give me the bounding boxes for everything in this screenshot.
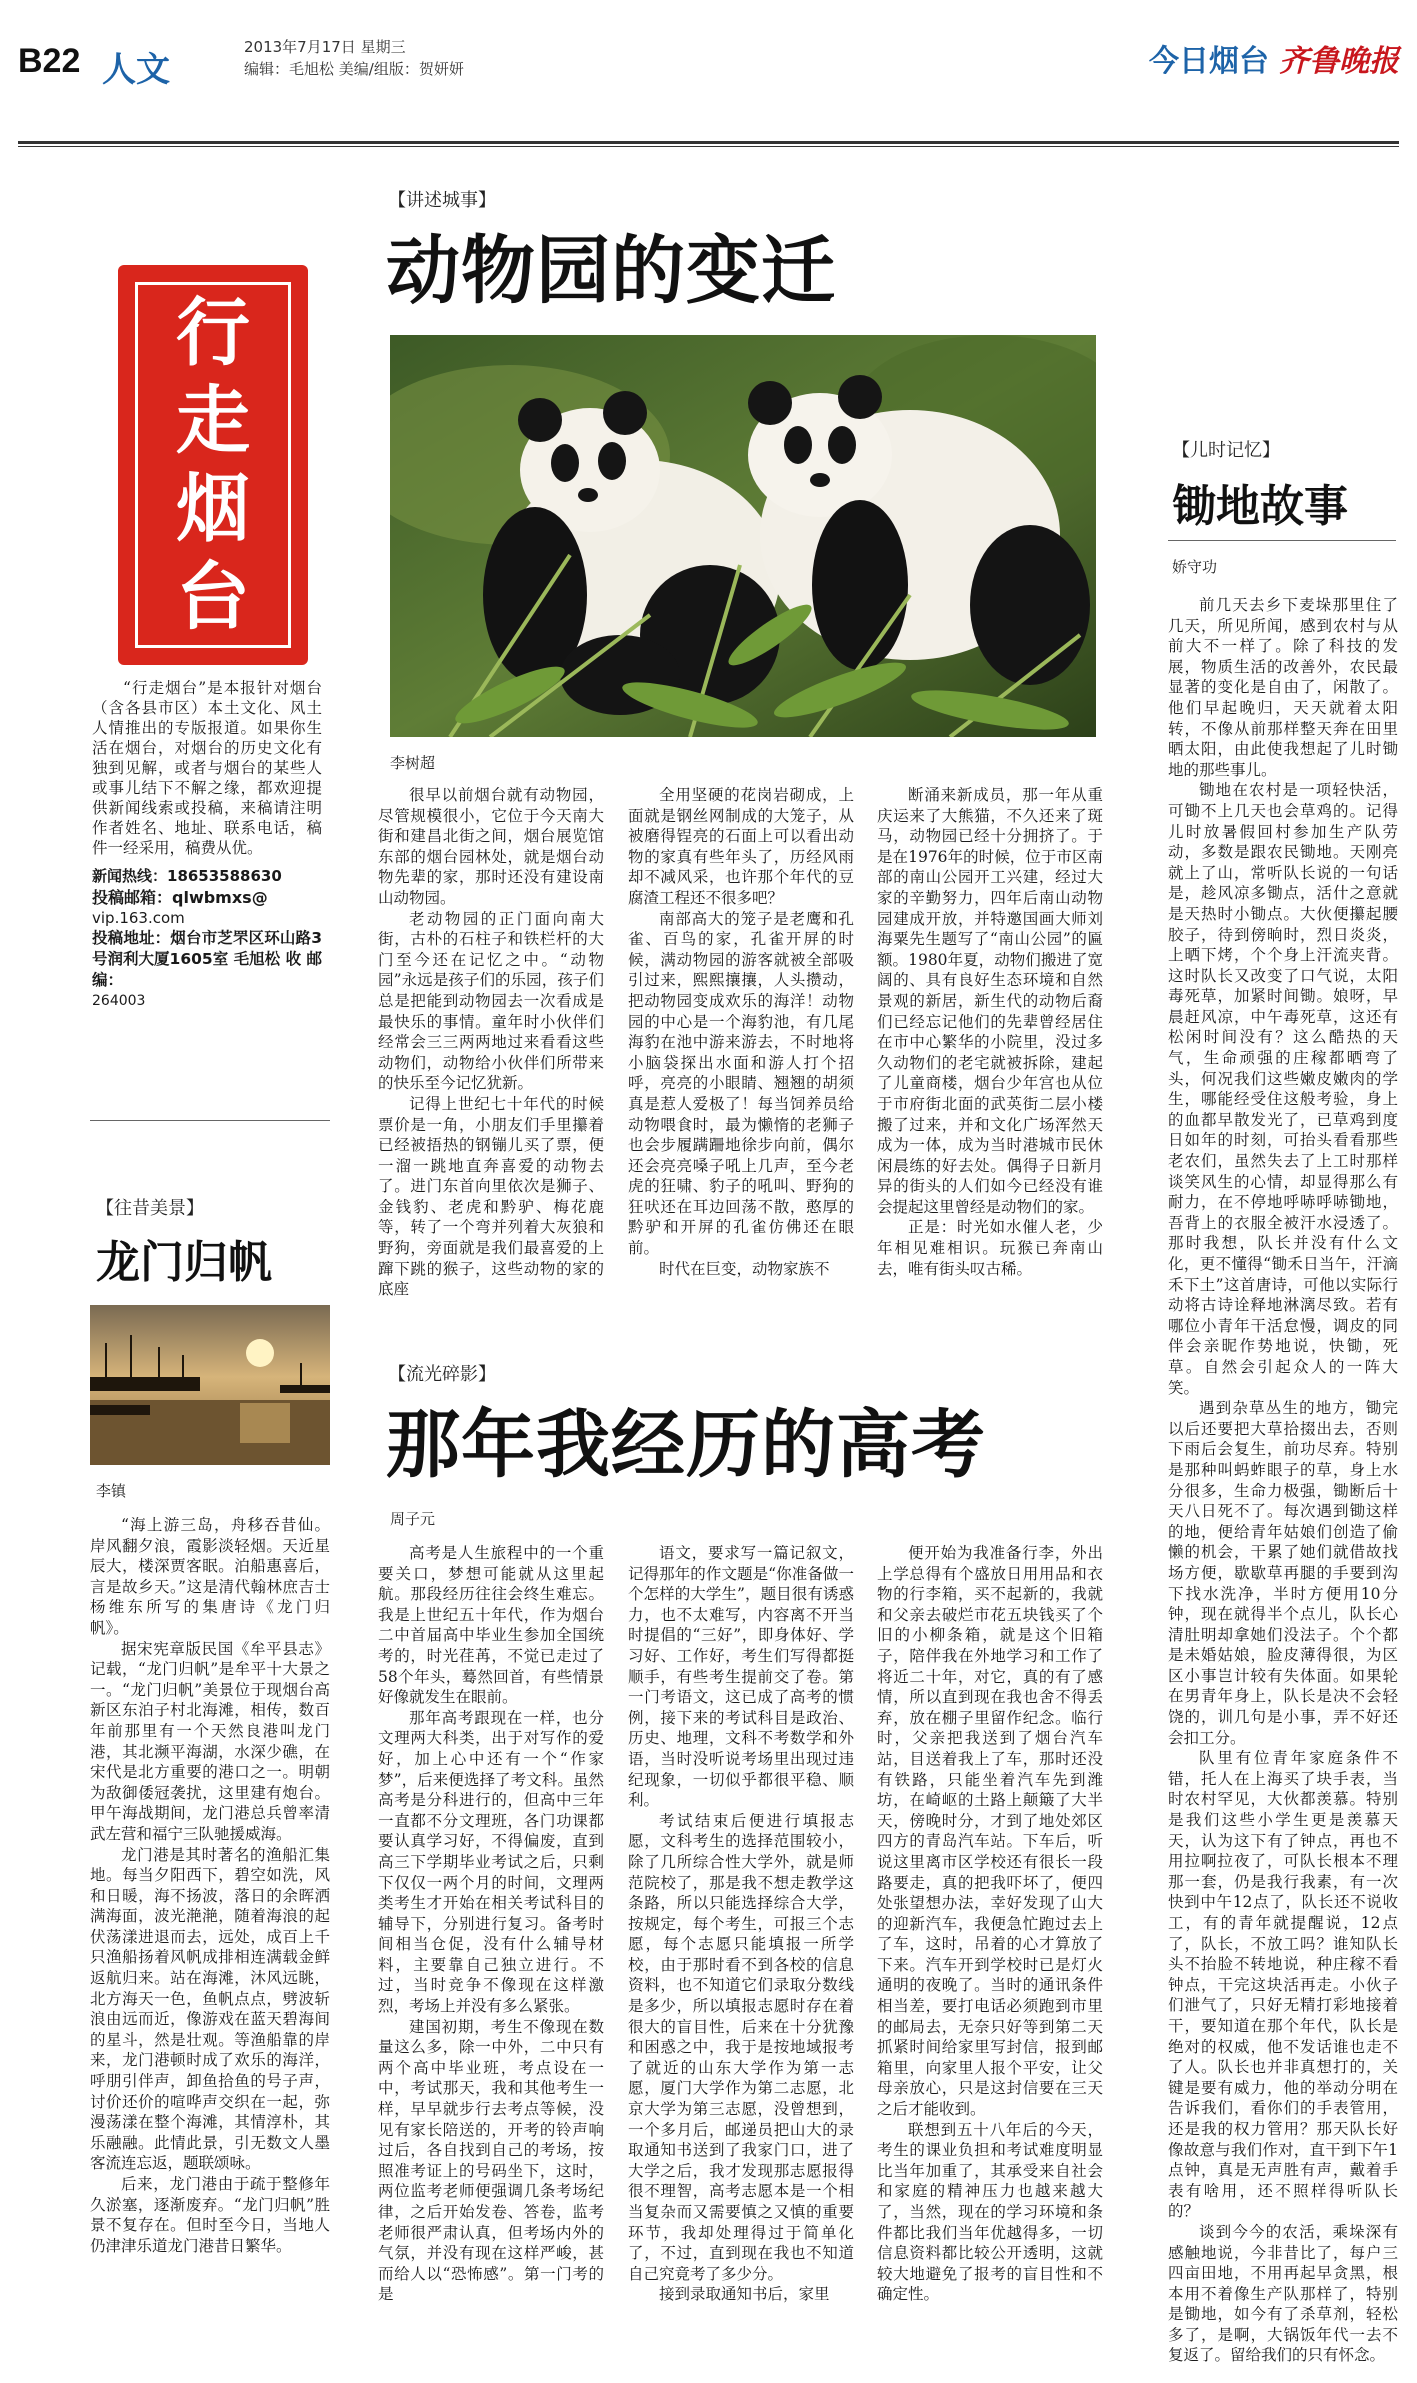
panda-illustration bbox=[390, 335, 1096, 737]
zoo-column-3 bbox=[877, 785, 1103, 1355]
exam-paragraph: 建国初期，考生不像现在数量这么多，除一中外，二中只有两个高中毕业班，考点设在一中，考试那天，我和其他考生一样，早早就步行去考点等候，没见有家长陪送的，开考的铃声响过后，各自找到自己的考场，按照准考证上的号码坐下，这时，两位监考老师便强调几条考场纪律，之后开始发卷、答卷，监考老师很严肃认真，但考场内外的气氛，并没有现在这样严峻，甚而给人以“恐怖感”。第一门考的是 bbox=[378, 2017, 604, 2304]
zoo-column-2 bbox=[628, 785, 854, 1355]
column-intro bbox=[92, 678, 322, 1011]
gate-paragraph: 据宋宪章版民国《牟平县志》记载，“龙门归帆”是牟平十大景之一。“龙门归帆”美景位于现烟台高新区东泊子村北海滩，相传，数百年前那里有一个天然良港叫龙门港，其北濒平海湖，水深少礁，在宋代是北方重要的港口之一。明朝为敌御倭冠袭扰，这里建有炮台。甲午海战期间，龙门港总兵曾率清武左营和福宁三队驰援威海。 bbox=[90, 1639, 330, 1843]
zoo-paragraph: 全用坚硬的花岗岩砌成，上面就是钢丝网制成的大笼子，从被磨得锃亮的石面上可以看出动物的家真有些年头了，历经风雨却不减风采，也许那个年代的豆腐渣工程还不很多吧？ bbox=[628, 786, 854, 907]
zoo-paragraph: 很早以前烟台就有动物园，尽管规模很小，它位于今天南大街和建昌北街之间，烟台展览馆东部的烟台园林处，就是烟台动物先辈的家，那时还没有建设南山动物园。 bbox=[378, 786, 604, 907]
exam-paragraph: 那年高考跟现在一样，也分文理两大科类，出于对写作的爱好，加上心中还有一个“作家梦”，后来便选择了考文科。虽然高考是分科进行的，但高中三年一直都不分文理班，各门功课都要认真学习好，不得偏废，直到高三下学期毕业考试之后，只剩下仅仅一两个月的时间，文理两类考生才开始在相关考试科目的辅导下，分别进行复习。备考时间相当仓促，没有什么辅导材料，主要靠自己独立进行。不过，当时竞争不像现在这样激烈，考场上并没有多么紧张。 bbox=[378, 1708, 604, 2016]
submission-email-domain: vip.163.com bbox=[92, 909, 185, 927]
zoo-paragraph: 时代在巨变，动物家族不 bbox=[659, 1259, 830, 1278]
hoe-column bbox=[1168, 595, 1398, 2370]
hoe-tag: 【儿时记忆】 bbox=[1172, 440, 1280, 461]
brand-qilu-wanbao: 齐鲁晚报 bbox=[1279, 44, 1399, 79]
panda-photo bbox=[390, 335, 1096, 737]
editor-credits: 编辑：毛旭松 美编/组版：贺妍妍 bbox=[244, 60, 464, 78]
gate-paragraph: 龙门港是其时著名的渔船汇集地。每当夕阳西下，碧空如洗，风和日暖，海不扬波，落日的余晖洒满海面，波光滟滟，随着海浪的起伏荡漾进退而去，远处，成百上千只渔船扬着风帆成排相连满载金鲜返航归来。站在海滩，沐风远眺，北方海天一色，鱼帆点点，劈波斩浪由远而近，像游戏在蓝天碧海间的星斗，然是壮观。等渔船靠的岸来，龙门港顿时成了欢乐的海洋，呼朋引伴声，卸鱼拾鱼的号子声，讨价还价的喧哗声交织在一起，弥漫荡漾在整个海滩，其情淳朴，其乐融融。此情此景，引无数文人墨客流连忘返，题联颂咏。 bbox=[90, 1845, 330, 2173]
section-name: 人文 bbox=[102, 50, 170, 90]
exam-paragraph: 考试结束后便进行填报志愿，文科考生的选择范围较小，除了几所综合性大学外，就是师范院校了，那是我不想走教学这条路，所以只能选择综合大学，按规定，每个考生，可报三个志愿，每个志愿只能填报一所学校，由于那时看不到各校的信息资料，也不知道它们录取分数线是多少，所以填报志愿时存在着很大的盲目性，后来在十分犹豫和困惑之中，我于是按地域报考了就近的山东大学作为第一志愿，厦门大学作为第二志愿，北京大学为第三志愿，没曾想到，一个多月后，邮递员把山大的录取通知书送到了我家门口，进了大学之后，我才发现那志愿报得很不理智，高考志愿本是一个相当复杂而又需要慎之又慎的重要环节，我却处理得过于简单化了，不过，直到现在我也不知道自己究竟考了多少分。 bbox=[628, 1811, 854, 2283]
gate-paragraph: “海上游三岛，舟移吞昔仙。岸风翻夕浪，霞影淡轻烟。天近星辰大，楼深贾客眠。泊船惠喜后，言是故乡天。”这是清代翰林庶吉士杨维东所写的集唐诗《龙门归帆》。 bbox=[90, 1516, 330, 1637]
exam-paragraph: 联想到五十八年后的今天，考生的课业负担和考试难度明显比当年加重了，其承受来自社会和家庭的精神压力也越来越大了，当然，现在的学习环境和条件都比我们当年优越得多，一切信息资料都比较公开透明，这就较大地避免了报考的盲目性和不确定性。 bbox=[877, 2120, 1103, 2304]
zoo-paragraph: 记得上世纪七十年代的时候票价是一角，小朋友们手里攥着已经被捂热的钢镚儿买了票，便一溜一跳地直奔喜爱的动物去了。进门东首向里依次是狮子、金钱豹、老虎和黔驴、梅花鹿等，转了一个弯并列着大灰狼和野狗，旁面就是我们最喜爱的上蹿下跳的猴子，这些动物的家的底座 bbox=[378, 1094, 604, 1299]
submission-email-label: 投稿邮箱：qlwbmxs@ bbox=[92, 888, 268, 907]
stamp-char: 台 bbox=[176, 554, 250, 640]
masthead-rule bbox=[18, 141, 1399, 144]
gate-rule bbox=[90, 1120, 330, 1121]
stamp-char: 烟 bbox=[176, 466, 250, 552]
hoe-paragraph: 锄地在农村是一项轻快活，可锄不上几天也会草鸡的。记得儿时放暑假回村参加生产队劳动，多数是跟农民锄地。天刚亮就上了山，常听队长说的一句话是，趁风凉多锄点，活什之意就是天热时小锄点。大伙便攥起腰胶子，待到傍晌时，烈日炎炎，上晒下烤，个个身上汗流夹背。这时队长又改变了口气说，太阳毒死草，加紧时间锄。娘呀，早晨赶风凉，中午毒死草，这还有松闲时间没有？这么酷热的天气，生命顽强的庄稼都晒弯了头，何况我们这些嫩皮嫩肉的学生，哪能经受住这般考验，身上的血都早散发光了，已草鸡到度日如年的时刻，可抬头看看那些老农们，虽然失去了上工时那样谈笑风生的心情，却显得那么有耐力，在不停地呼哧呼哧锄地，吾背上的衣服全被汗水浸透了。那时我想，队长并没有什么文化，更不懂得“锄禾日当午，汗滴禾下土”这首唐诗，可他以实际行动将古诗诠释地淋漓尽致。若有哪位小青年干活怠慢，调皮的同伴会亲昵作势地说，快锄，死草。自然会引起众人的一阵大笑。 bbox=[1168, 781, 1398, 1397]
exam-paragraph: 高考是人生旅程中的一个重要关口，梦想可能就从这里起航。那段经历往往会终生难忘。我是上世纪五十年代，作为烟台二中首届高中毕业生参加全国统考的，时光荏苒，不觉已走过了58个年头，蓦然回首，有些情景好像就发生在眼前。 bbox=[378, 1544, 604, 1707]
exam-tag: 【流光碎影】 bbox=[388, 1364, 496, 1385]
zoo-tag: 【讲述城事】 bbox=[388, 190, 496, 211]
hoe-author: 娇守功 bbox=[1172, 558, 1218, 576]
exam-author: 周子元 bbox=[390, 1510, 436, 1528]
harbor-sunset-photo bbox=[90, 1305, 330, 1465]
zoo-paragraph: 老动物园的正门面向南大街，古朴的石柱子和铁栏杆的大门至今还在记忆之中。“动物园”永远是孩子们的乐园，孩子们总是把能到动物园去一次看成是最快乐的事情。童年时小伙伴们经常会三三两两地过来看看这些动物们，动物给小伙伴们所带来的快乐至今记忆犹新。 bbox=[378, 909, 604, 1093]
exam-paragraph: 便开始为我准备行李，外出上学总得有个盛放日用用品和衣物的行李箱，买不起新的，我就和父亲去破烂市花五块钱买了个旧的小柳条箱，就是这个旧箱子，陪伴我在外地学习和工作了将近二十年，对它，真的有了感情，所以直到现在我也舍不得丢弃，放在棚子里留作纪念。临行时，父亲把我送到了烟台汽车站，目送着我上了车，那时还没有铁路，只能坐着汽车先到潍坊，在崎岖的土路上颠簸了大半天，傍晚时分，才到了地处郊区四方的青岛汽车站。下车后，听说这里离市区学校还有很长一段路要走，真的把我吓坏了，便四处张望想办法，幸好发现了山大的迎新汽车，我便急忙跑过去上了车，这时，吊着的心才算放了下来。汽车开到学校时已是灯火通明的夜晚了。当时的通讯条件相当差，要打电话必须跑到市里的邮局去，无奈只好等到第二天抓紧时间给家里写封信，报到邮箱里，向家里人报个平安，让父母亲放心，只是这封信要在三天之后才能收到。 bbox=[877, 1544, 1103, 2119]
zoo-author: 李树超 bbox=[390, 754, 436, 772]
hoe-title: 锄地故事 bbox=[1172, 481, 1348, 532]
intro-text: “行走烟台”是本报针对烟台（含各县市区）本土文化、风土人情推出的专版报道。如果你生活在烟台，对烟台的历史文化有独到见解，或者与烟台的某些人或事儿结下不解之缘，都欢迎提供新闻线索或投稿，来稿请注明作者姓名、地址、联系电话，稿件一经采用，稿费从优。 bbox=[92, 679, 322, 857]
zoo-title: 动物园的变迁 bbox=[386, 228, 836, 314]
hoe-paragraph: 谈到今今的农活，乘垛深有感触地说，今非昔比了，每户三四亩田地，不用再起早贪黑，根本用不着像生产队那样了，特别是锄地，如今有了杀草剂，轻松多了，是啊，大锅饭年代一去不复返了。留给我们的只有怀念。 bbox=[1168, 2222, 1398, 2365]
gate-title: 龙门归帆 bbox=[96, 1237, 272, 1288]
gate-column bbox=[90, 1515, 330, 2375]
page-number: B22 bbox=[18, 42, 81, 80]
exam-paragraph: 语文，要求写一篇记叙文，记得那年的作文题是“你准备做一个怎样的大学生”，题目很有诱惑力，也不太难写，内容离不开当时提倡的“三好”，即身体好、学习好、工作好，考生们写得都挺顺手，有些考生提前交了卷。第一门考语文，这已成了高考的惯例，接下来的考试科目是政治、历史、地理，文科不考数学和外语，当时没听说考场里出现过违纪现象，一切似乎都很平稳、顺利。 bbox=[628, 1544, 854, 1810]
column-stamp-frame bbox=[135, 282, 291, 648]
masthead-rule-thin bbox=[18, 146, 1399, 147]
postcode: 264003 bbox=[92, 993, 146, 1009]
exam-column-1 bbox=[378, 1543, 604, 2373]
masthead-brand bbox=[1149, 36, 1399, 80]
hoe-rule bbox=[1168, 540, 1396, 541]
news-hotline: 新闻热线：18653588630 bbox=[92, 867, 282, 885]
hoe-paragraph: 遇到杂草丛生的地方，锄完以后还要把大草拾掇出去，否则下雨后会复生，前功尽弃。特别是那种叫蚂蚱眼子的草，身上水分很多，生命力极强，锄断后十天八日死不了。每次遇到锄这样的地，便给青年姑娘们创造了偷懒的机会，干累了她们就借故找场方便，歇歇草再腿的手要到沟下找水洗净，半时方便用10分钟，现在就得半个点儿，队长心清肚明却拿她们没法子。个个都是未婚姑娘，脸皮薄得很，为区区小事岂计较有失体面。如果轮在男青年身上，队长是决不会轻饶的，训几句是小事，弄不好还会扣工分。 bbox=[1168, 1399, 1398, 1747]
brand-jinri-yantai: 今日烟台 bbox=[1149, 44, 1269, 79]
hoe-paragraph: 队里有位青年家庭条件不错，托人在上海买了块手表，当时农村罕见，大伙都羡慕。特别是我们这些小学生更是羡慕天天，认为这下有了钟点，再也不用拉啊拉夜了，可队长根本不理那一套，仍是我行我素，有一次快到中午12点了，队长还不说收工，有的青年就提醒说，12点了，队长，不放工吗？谁知队长头不抬脸不转地说，种庄稼不看钟点，干完这块活再走。小伙子们泄气了，只好无精打彩地接着干，要知道在那个年代，队长是绝对的权威，他不发话谁也走不了人。队长也并非真想打的，关键是要有威力，他的举动分明在告诉我们，看你们的手表管用，还是我的权力管用？那天队长好像故意与我们作对，直干到下午1点钟，真是无声胜有声，戴着手表有啥用，还不照样得听队长的？ bbox=[1168, 1749, 1398, 2221]
stamp-char: 行 bbox=[176, 290, 250, 376]
exam-paragraph: 接到录取通知书后，家里 bbox=[659, 2285, 830, 2304]
exam-column-2 bbox=[628, 1543, 854, 2373]
gate-tag: 【往昔美景】 bbox=[96, 1198, 204, 1219]
harbor-illustration bbox=[90, 1305, 330, 1465]
column-stamp bbox=[118, 265, 308, 665]
gate-paragraph: 后来，龙门港由于疏于整修年久淤塞，逐渐废弃。“龙门归帆”胜景不复存在。但时至今日，当地人仍津津乐道龙门港昔日繁华。 bbox=[90, 2175, 330, 2255]
exam-title: 那年我经历的高考 bbox=[386, 1402, 986, 1488]
hoe-paragraph: 前几天去乡下麦垛那里住了几天，所见所闻，感到农村与从前大不一样了。除了科技的发展，物质生活的改善外，农民最显著的变化是自由了，闲散了。他们早起晚归，天天就着太阳转，不像从前那样整天奔在田里晒太阳，由此使我想起了儿时锄地的那些事儿。 bbox=[1168, 596, 1398, 779]
submission-address: 投稿地址：烟台市芝罘区环山路3号润利大厦1605室 毛旭松 收 邮编： bbox=[92, 929, 322, 989]
zoo-paragraph: 南部高大的笼子是老鹰和孔雀、百鸟的家，孔雀开屏的时候，满动物园的游客就被全部吸引过来，熙熙攘攘，人头攒动，把动物园变成欢乐的海洋！动物园的中心是一个海豹池，有几尾海豹在池中游来游去，不时地将小脑袋探出水面和游人打个招呼，亮亮的小眼睛、翘翘的胡须真是惹人爱极了！每当饲养员给动物喂食时，最为懒惰的老狮子也会步履蹒跚地徐步向前，偶尔还会亮亮嗓子吼上几声，至今老虎的狂啸、豹子的吼叫、野狗的狂吠还在耳边回荡不散，憨厚的黔驴和开屏的孔雀仿佛还在眼前。 bbox=[628, 909, 854, 1258]
zoo-paragraph: 正是：时光如水催人老，少年相见难相识。玩猴已奔南山去，唯有街头叹古稀。 bbox=[877, 1218, 1103, 1278]
zoo-paragraph: 断涌来新成员，那一年从重庆运来了大熊猫，不久还来了斑马，动物园已经十分拥挤了。于是在1976年的时候，位于市区南部的南山公园开工兴建，经过大家的辛勤努力，四年后南山动物园建成开放，并特邀国画大师刘海粟先生题写了“南山公园”的匾额。1980年夏，动物们搬进了宽阔的、具有良好生态环境和自然景观的新居，新生代的动物后裔们已经忘记他们的先辈曾经居住在市中心繁华的小院里，没过多久动物们的老宅就被拆除，建起了儿童商楼，烟台少年宫也从位于市府街北面的武英街二层小楼搬了过来，并和文化广场浑然天成为一体，成为当时港城市民休闲晨练的好去处。偶得子日新月异的街头的人们如今已经没有谁会提起这里曾经是动物们的家。 bbox=[877, 786, 1103, 1216]
zoo-column-1 bbox=[378, 785, 604, 1355]
exam-column-3 bbox=[877, 1543, 1103, 2373]
issue-date: 2013年7月17日 星期三 bbox=[244, 38, 406, 56]
stamp-char: 走 bbox=[176, 378, 250, 464]
gate-author: 李镇 bbox=[96, 1482, 127, 1500]
